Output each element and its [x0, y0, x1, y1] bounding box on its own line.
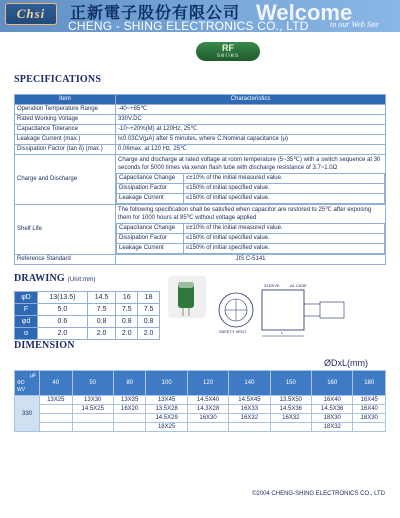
drawing-cell: 18 — [138, 292, 160, 304]
spec-row — [15, 105, 386, 115]
dimension-cell — [353, 423, 386, 432]
drawing-cell: 16 — [116, 292, 138, 304]
drawing-label-safety-vent: SAFETY VENT — [219, 329, 247, 334]
spec-col-item: Item — [15, 95, 116, 105]
corner-uf: μF — [30, 373, 36, 379]
dimension-cell: 16X20 — [113, 405, 146, 414]
drawing-row-header: α — [15, 328, 38, 340]
drawing-label-sleeve: SLEEVE — [264, 283, 280, 288]
dimension-cell: 18X32 — [312, 423, 353, 432]
drawing-row — [15, 304, 160, 316]
drawing-title: DRAWING — [14, 273, 65, 284]
dimension-cell: 14.5X45 — [229, 396, 270, 405]
spec-shelf-subtable — [116, 223, 385, 254]
capacitance-header: 140 — [229, 371, 270, 396]
spec-value: 330V.DC — [116, 115, 386, 125]
drawing-row — [15, 316, 160, 328]
dimension-cell: 13X25 — [40, 396, 73, 405]
spec-item: Shelf Life — [15, 205, 116, 255]
capacitance-header: 160 — [312, 371, 353, 396]
dimension-cell: 16X33 — [229, 405, 270, 414]
spec-value: I≤0.03CV(μA) after 5 minutes, where C:Nominal capacitance (μ) — [116, 135, 386, 145]
dimension-cell: 18X25 — [146, 423, 187, 432]
dimension-cell: 14.5X36 — [270, 405, 311, 414]
voltage-cell: 330 — [15, 396, 40, 432]
drawing-label-al-case: AL CASE — [290, 283, 307, 288]
dimension-cell — [40, 405, 73, 414]
dimension-row — [15, 423, 386, 432]
drawing-cell: 5.0 — [38, 304, 88, 316]
spec-sub-value: ≤±10% of the initial measured value. — [184, 224, 385, 234]
site-header — [0, 0, 400, 32]
dimension-cell — [229, 423, 270, 432]
drawing-row-header: F — [15, 304, 38, 316]
drawing-row — [15, 292, 160, 304]
capacitor-outline-drawing — [208, 282, 388, 340]
specifications-heading: SPECIFICATIONS — [14, 74, 102, 85]
dimension-cell — [72, 414, 113, 423]
drawing-cell: 14.5 — [87, 292, 115, 304]
capacitor-photo — [168, 276, 206, 318]
dimension-cell: 13X35 — [113, 396, 146, 405]
dimension-table — [14, 370, 386, 432]
dimension-cell — [40, 423, 73, 432]
drawing-cell: 0.6 — [38, 316, 88, 328]
drawing-cell: 7.5 — [138, 304, 160, 316]
dimension-cell — [113, 423, 146, 432]
spec-row-shelf — [15, 205, 386, 255]
capacitance-header: 100 — [146, 371, 187, 396]
drawing-cell: 0.8 — [116, 316, 138, 328]
dimension-cell: 18X30 — [312, 414, 353, 423]
dimension-cell — [113, 414, 146, 423]
spec-value: -10~+20%(M) at 120Hz, 25℃ — [116, 125, 386, 135]
spec-sub-key: Dissipation Factor — [117, 184, 184, 194]
dimension-row — [15, 405, 386, 414]
spec-item: Rated Working Voltage — [15, 115, 116, 125]
spec-sub-row — [117, 184, 385, 194]
spec-row-reference — [15, 255, 386, 265]
drawing-cell: 7.5 — [87, 304, 115, 316]
dimension-cell: 16X32 — [270, 414, 311, 423]
drawing-row — [15, 328, 160, 340]
spec-item: Dissipation Factor (tan δ) (max.) — [15, 145, 116, 155]
drawing-cell: 2.0 — [116, 328, 138, 340]
spec-sub-row — [117, 244, 385, 254]
capacitance-header: 180 — [353, 371, 386, 396]
spec-row — [15, 145, 386, 155]
dimension-cell — [40, 414, 73, 423]
company-name-english: CHENG - SHING ELECTRONICS CO., LTD — [68, 19, 309, 33]
drawing-cell: 0.8 — [87, 316, 115, 328]
spec-sub-value: ≤150% of initial specified value. — [184, 234, 385, 244]
corner-diameter: ΦD — [17, 380, 25, 386]
dimension-cell: 14.5X40 — [187, 396, 228, 405]
spec-item: Leakage Current (max.) — [15, 135, 116, 145]
spec-row — [15, 115, 386, 125]
spec-value: -40~+85℃ — [116, 105, 386, 115]
dimension-cell: 13X30 — [72, 396, 113, 405]
welcome-subtitle: to our Web Site — [330, 20, 379, 29]
capacitance-header: 120 — [187, 371, 228, 396]
spec-sub-key: Leakage Current — [117, 194, 184, 204]
drawing-label-l: L — [281, 330, 284, 335]
dimension-row — [15, 396, 386, 405]
series-badge — [196, 42, 260, 61]
dimension-cell: 14.5X36 — [312, 405, 353, 414]
spec-row — [15, 135, 386, 145]
spec-sub-row — [117, 174, 385, 184]
dimension-cell: 16X30 — [187, 414, 228, 423]
drawing-cell: 2.0 — [87, 328, 115, 340]
spec-sub-value: ≤±10% of the initial measured value. — [184, 174, 385, 184]
capacitance-header: 150 — [270, 371, 311, 396]
capacitance-header: 50 — [72, 371, 113, 396]
spec-item: Reference Standard — [15, 255, 116, 265]
spec-value: 0.06max. at 120 Hz, 25℃ — [116, 145, 386, 155]
dimension-cell — [72, 423, 113, 432]
spec-sub-value: ≤150% of initial specified value. — [184, 184, 385, 194]
spec-sub-value: ≤150% of initial specified value. — [184, 194, 385, 204]
dimension-cell: 14.5X25 — [72, 405, 113, 414]
series-name: RF — [222, 43, 234, 53]
drawing-cell: 2.0 — [138, 328, 160, 340]
corner-wv: WV — [17, 387, 26, 393]
series-subtitle: series — [216, 53, 239, 59]
spec-sub-key: Capacitance Change — [117, 174, 184, 184]
dimension-cell: 14.5X29 — [146, 414, 187, 423]
spec-sub-row — [117, 224, 385, 234]
spec-sub-key: Capacitance Change — [117, 224, 184, 234]
dimension-cell: 13.5X28 — [146, 405, 187, 414]
dimension-header-row — [15, 371, 386, 396]
drawing-cell: 7.5 — [116, 304, 138, 316]
spec-value: JIS C-5141 — [116, 255, 386, 265]
spec-item: Charge and Discharge — [15, 155, 116, 205]
dimension-cell — [270, 423, 311, 432]
dimension-heading: DIMENSION — [14, 340, 75, 351]
spec-charge-note: Charge and discharge at rated voltage at room temperature (5~35℃) with a switch sequence at 30 seconds for 5000 times via xenon flash tube with discharge resistance of 3.7~1.0Ω — [118, 157, 381, 171]
dimension-cell: 13X45 — [146, 396, 187, 405]
drawing-row-header: φD — [15, 292, 38, 304]
dimension-cell: 18X30 — [353, 414, 386, 423]
spec-sub-row — [117, 194, 385, 204]
capacitance-header: 80 — [113, 371, 146, 396]
dimension-cell: 16X40 — [353, 405, 386, 414]
dimension-cell: 16X40 — [312, 396, 353, 405]
spec-shelf-cell — [116, 205, 386, 255]
dimension-cell: 16X45 — [353, 396, 386, 405]
spec-sub-key: Leakage Current — [117, 244, 184, 254]
spec-charge-subtable — [116, 173, 385, 204]
dimension-corner — [15, 371, 40, 396]
spec-sub-key: Dissipation Factor — [117, 234, 184, 244]
dimension-cell — [187, 423, 228, 432]
drawing-cell: 2.0 — [38, 328, 88, 340]
dimension-cell: 14.3X28 — [187, 405, 228, 414]
dimension-cell: 13.5X50 — [270, 396, 311, 405]
drawing-heading — [14, 273, 96, 284]
drawing-unit: (Unit:mm) — [67, 277, 96, 283]
drawing-cell: 0.8 — [138, 316, 160, 328]
spec-item: Capacitance Tolerance — [15, 125, 116, 135]
capacitance-header: 40 — [40, 371, 73, 396]
welcome-text: Welcome — [256, 0, 353, 25]
drawing-cell: 13(13.5) — [38, 292, 88, 304]
dimension-cell: 16X32 — [229, 414, 270, 423]
spec-sub-value: ≤150% of initial specified value. — [184, 244, 385, 254]
spec-row — [15, 125, 386, 135]
spec-charge-cell — [116, 155, 386, 205]
drawing-row-header: φd — [15, 316, 38, 328]
dimension-row — [15, 414, 386, 423]
drawing-dimension-table — [14, 291, 160, 340]
specifications-table — [14, 94, 386, 265]
copyright-footer: ©2004 CHENG-SHING ELECTRONICS CO., LTD — [252, 491, 386, 497]
dimension-unit: ØDxL(mm) — [324, 358, 368, 368]
company-name-chinese: 正新電子股份有限公司 — [70, 3, 241, 22]
spec-col-characteristics: Characteristics — [116, 95, 386, 105]
spec-shelf-note: The following specification shall be satisfied when capacitor are restored to 25℃ after exposing them for 1000 hours at 85℃ without voltage applied — [118, 207, 372, 221]
spec-sub-row — [117, 234, 385, 244]
spec-row-charge — [15, 155, 386, 205]
spec-item: Operation Temperature Range — [15, 105, 116, 115]
company-logo: Chsi — [5, 3, 57, 25]
